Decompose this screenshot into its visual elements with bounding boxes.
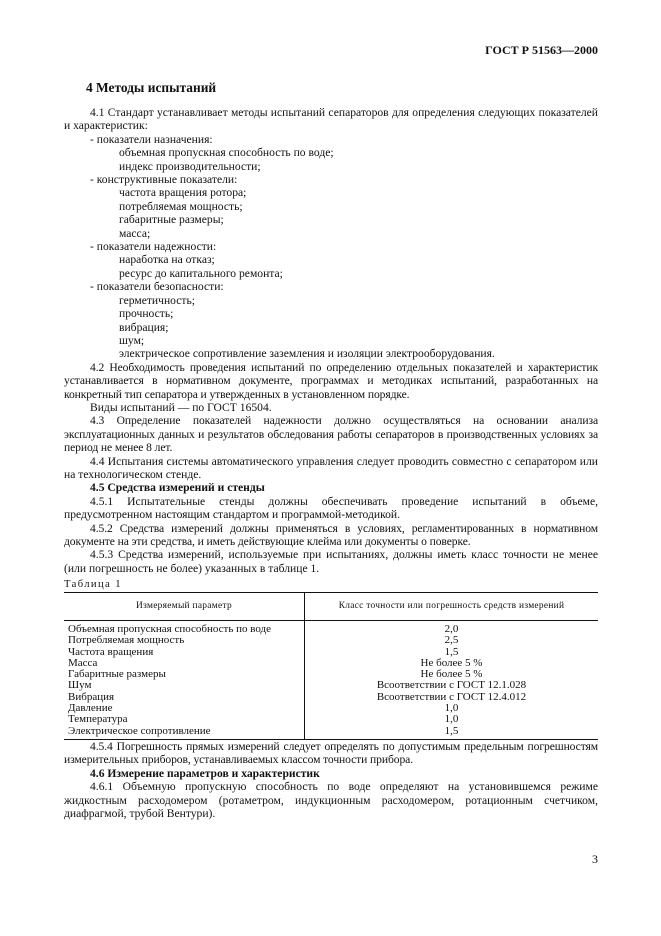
accuracy-cell: Не более 5 % [420,668,483,681]
parameter-cell: Потребляемая мощность [64,635,305,646]
paragraph-4-5-1: 4.5.1 Испытательные стенды должны обеспечивать проведение испытаний в объеме, предусмотренном настоящим стандартом и программой-методикой. [64,494,598,522]
list-item: вибрация; [119,320,169,334]
list-item: герметичность; [119,293,195,307]
parameter-cell: Вибрация [64,692,305,703]
paragraph-4-5-3: 4.5.3 Средства измерений, используемые при испытаниях, должны иметь класс точности не менее (или погрешность не более) указанных в таблице 1. [64,548,598,575]
paragraph-4-3: 4.3 Определение показателей надежности должно осуществляться на основании анализа эксплуатационных данных и результатов обследования работы сепараторов в производственных условиях за период не менее 8 лет. [64,414,598,455]
table-row [64,635,598,646]
group-label: - показатели безопасности: [90,280,224,294]
indicator-group-safety [64,280,598,360]
table-row [64,703,598,714]
parameter-cell: Частота вращения [64,647,305,658]
list-item: индекс производительности; [119,159,261,173]
accuracy-cell: 1,0 [444,713,459,726]
accuracy-cell: Всоответствии с ГОСТ 12.4.012 [376,690,527,703]
parameter-cell: Масса [64,658,305,669]
list-item: электрическое сопротивление заземления и изоляции электрооборудования. [119,347,495,361]
parameter-cell: Объемная пропускная способность по воде [64,621,305,636]
column-header-accuracy: Класс точности или погрешность средств измерений [305,593,599,621]
accuracy-cell: 1,5 [444,645,459,658]
list-item: потребляемая мощность; [119,199,243,213]
list-item: частота вращения ротора; [119,186,247,200]
paragraph-4-4: 4.4 Испытания системы автоматического управления следует проводить совместно с сепаратором или на технологическом стенде. [64,454,598,481]
column-header-parameter: Измеряемый параметр [64,593,305,621]
accuracy-cell: 1,0 [444,702,459,715]
list-item: габаритные размеры; [119,213,224,227]
indicator-group-purpose [64,133,598,173]
table-row [64,726,598,740]
table-row [64,692,598,703]
parameter-cell: Электрическое сопротивление [64,726,305,740]
group-label: - показатели надежности: [90,240,217,254]
measurement-table [64,592,598,740]
subsection-4-5-title: 4.5 Средства измерений и стенды [90,481,265,495]
accuracy-cell: 1,5 [305,726,599,740]
accuracy-cell: Всоответствии с ГОСТ 12.1.028 [376,679,527,692]
section-body [64,106,598,575]
paragraph-4-5-4: 4.5.4 Погрешность прямых измерений следует определять по допустимым предельным погрешностям измерительных приборов, устанавливаемых классом точности прибора. [64,740,598,767]
list-item: масса; [119,226,151,240]
paragraph-4-2-tests: Виды испытаний — по ГОСТ 16504. [90,400,272,414]
accuracy-cell: Не более 5 % [420,656,483,669]
section-body-continued [64,740,598,820]
table-header-row [64,593,598,621]
group-label: - конструктивные показатели: [90,173,238,187]
accuracy-cell: 2,5 [444,634,459,647]
paragraph-4-1: 4.1 Стандарт устанавливает методы испытаний сепараторов для определения следующих показателей и характеристик: [64,106,598,133]
parameter-cell: Температура [64,714,305,725]
table-row [64,714,598,725]
parameter-cell: Давление [64,703,305,714]
section-title: 4 Методы испытаний [86,80,217,95]
indicator-group-reliability [64,240,598,280]
accuracy-cell: 2,0 [444,623,459,635]
group-label: - показатели назначения: [90,132,213,146]
parameter-cell: Габаритные размеры [64,669,305,680]
table-row [64,647,598,658]
list-item: ресурс до капитального ремонта; [119,266,283,280]
subsection-4-6-title: 4.6 Измерение параметров и характеристик [90,766,320,780]
table-row [64,621,598,636]
indicator-group-design [64,173,598,240]
list-item: наработка на отказ; [119,253,215,267]
table-caption: Таблица 1 [64,579,122,590]
standard-header: ГОСТ Р 51563—2000 [485,43,598,57]
list-item: шум; [119,333,145,347]
paragraph-4-2: 4.2 Необходимость проведения испытаний по определению отдельных показателей и характеристик устанавливается в нормативном документе, программах и методиках испытаний, разработанных на конкретный тип сепаратора и утвержденных в установленном порядке. [64,360,598,401]
parameter-cell: Шум [64,680,305,691]
list-item: прочность; [119,307,174,321]
paragraph-4-5-2: 4.5.2 Средства измерений должны применяться в условиях, регламентированных в нормативном документе на эти средства, и иметь действующие клейма или документы о поверке. [64,521,598,548]
page-number: 3 [592,852,598,866]
list-item: объемная пропускная способность по воде; [119,146,334,160]
paragraph-4-6-1: 4.6.1 Объемную пропускную способность по воде определяют на установившемся режиме жидкостным расходомером (ротаметром, индукционным расходомером, ротационным счетчиком, диафрагмой, трубой Вентури). [64,780,598,821]
